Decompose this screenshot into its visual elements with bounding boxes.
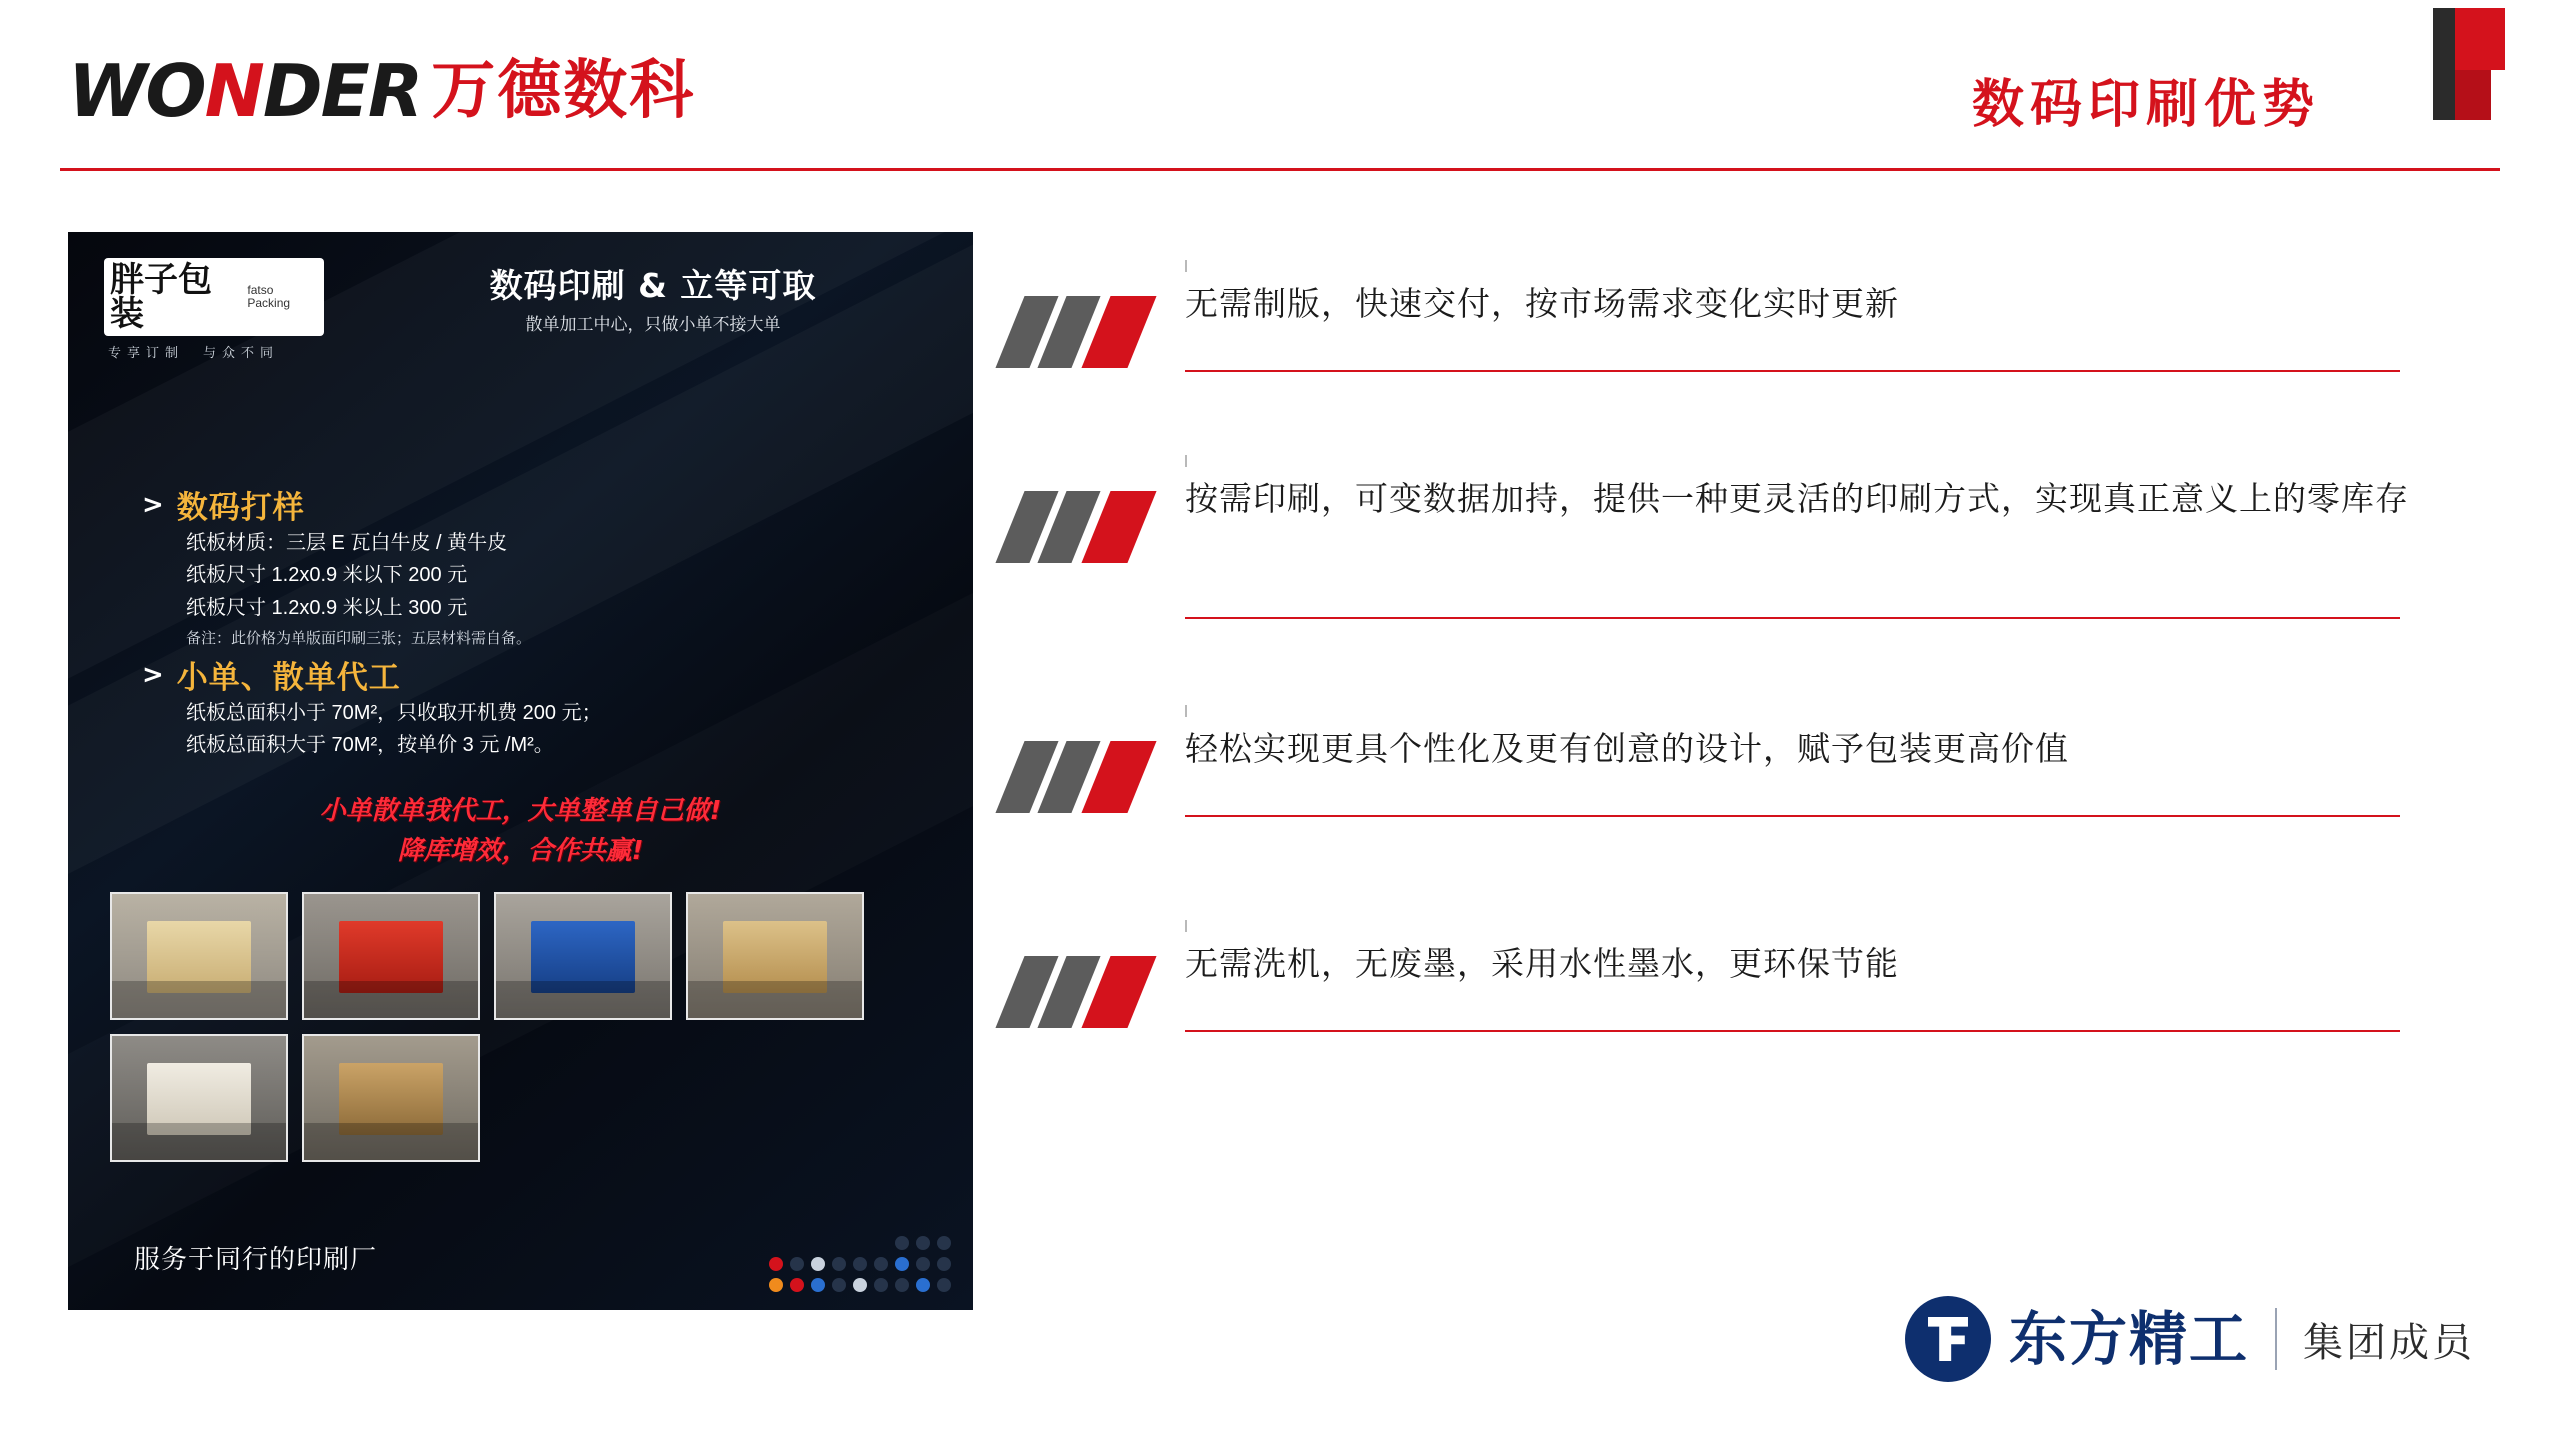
chevron-marker-icon <box>1010 956 1190 1028</box>
poster-image <box>68 232 973 1310</box>
logo-wordmark-part1: WO <box>68 49 205 133</box>
poster-section-1-heading-text: 数码打样 <box>176 490 305 526</box>
chevron-marker-icon <box>1010 741 1190 813</box>
poster-section-2-line-2: 纸板总面积大于 70M²，按单价 3 元 /M²。 <box>186 734 554 757</box>
poster-slogan <box>68 792 973 871</box>
tick-mark <box>1185 455 1187 467</box>
product-thumbnail <box>686 892 864 1020</box>
poster-section-1-line-1: 纸板材质：三层 E 瓦白牛皮 / 黄牛皮 <box>186 532 508 554</box>
poster-section-1-note: 备注：此价格为单版面印刷三张；五层材料需自备。 <box>186 630 532 648</box>
logo-chinese-name: 万德数科 <box>431 54 696 128</box>
poster-slogan-line-1: 小单散单我代工，大单整单自己做! <box>319 796 722 826</box>
product-thumbnail <box>110 892 288 1020</box>
tick-mark <box>1185 920 1187 932</box>
company-logo <box>68 49 696 133</box>
advantage-item-1-underline <box>1185 370 2400 372</box>
advantage-item-4-underline <box>1185 1030 2400 1032</box>
poster-product-thumbnails <box>110 892 930 1162</box>
advantage-item-3 <box>1010 705 2470 920</box>
product-thumbnail <box>494 892 672 1020</box>
poster-slogan-line-2: 降库增效，合作共赢! <box>397 835 644 866</box>
advantage-item-4-text: 无需洗机，无废墨，采用水性墨水，更环保节能 <box>1185 944 1899 983</box>
corner-dark-bar <box>2433 8 2455 120</box>
advantage-item-2-underline <box>1185 617 2400 619</box>
poster-dot-pattern <box>761 1236 951 1292</box>
tick-mark <box>1185 260 1187 272</box>
poster-section-1-line-3: 纸板尺寸 1.2x0.9 米以上 300 元 <box>186 596 468 619</box>
advantage-item-2-text: 按需印刷，可变数据加持，提供一种更灵活的印刷方式，实现真正意义上的零库存 <box>1185 479 2409 518</box>
poster-section-1 <box>142 482 531 648</box>
advantage-item-3-underline <box>1185 815 2400 817</box>
product-thumbnail <box>302 892 480 1020</box>
advantage-item-1-text: 无需制版，快速交付，按市场需求变化实时更新 <box>1185 284 1899 323</box>
dongfang-logo-icon <box>1905 1296 1991 1382</box>
poster-section-1-line-2: 纸板尺寸 1.2x0.9 米以下 200 元 <box>186 564 468 587</box>
footer-divider <box>2275 1308 2277 1370</box>
product-thumbnail <box>302 1034 480 1162</box>
page-title: 数码印刷优势 <box>1971 75 2320 135</box>
footer-member-label: 集团成员 <box>2303 1319 2475 1366</box>
footer-brand-name: 东方精工 <box>2008 1305 2249 1373</box>
poster-section-2-line-1: 纸板总面积小于 70M²，只收取开机费 200 元； <box>186 702 602 724</box>
corner-red-bar-upper <box>2455 8 2505 70</box>
poster-brand-logo <box>104 258 324 336</box>
corner-red-bar-lower <box>2455 70 2491 120</box>
poster-brand-cn: 胖子包装 <box>110 260 212 334</box>
chevron-right-icon: > <box>142 489 165 520</box>
slide-header <box>0 0 2560 175</box>
header-divider <box>60 168 2500 171</box>
poster-section-2-heading-text: 小单、散单代工 <box>176 660 401 696</box>
advantage-item-2 <box>1010 455 2470 705</box>
product-thumbnail <box>110 1034 288 1162</box>
poster-footer-text: 服务于同行的印刷厂 <box>134 1244 378 1274</box>
advantage-list <box>1010 260 2470 1115</box>
chevron-right-icon: > <box>142 659 165 690</box>
tick-mark <box>1185 705 1187 717</box>
advantage-item-3-text: 轻松实现更具个性化及更有创意的设计，赋予包装更高价值 <box>1185 729 2069 768</box>
chevron-marker-icon <box>1010 491 1190 563</box>
logo-wordmark-accent: N <box>204 49 263 133</box>
poster-section-1-heading <box>142 482 531 527</box>
advantage-item-1 <box>1010 260 2470 455</box>
logo-wordmark <box>68 49 422 133</box>
chevron-marker-icon <box>1010 296 1190 368</box>
poster-section-2 <box>142 652 602 762</box>
poster-brand-en: fatso Packing <box>247 282 291 310</box>
footer-brand <box>1905 1296 2475 1382</box>
corner-decoration-icon <box>2433 8 2505 120</box>
advantage-item-4 <box>1010 920 2470 1115</box>
logo-wordmark-part2: DER <box>262 49 422 133</box>
poster-subtitle: 散单加工中心，只做小单不接大单 <box>525 315 781 334</box>
poster-brand-sub: 专享订制 与众不同 <box>108 345 280 360</box>
poster-title: 数码印刷 & 立等可取 <box>489 266 817 305</box>
poster-section-2-heading <box>142 652 602 697</box>
